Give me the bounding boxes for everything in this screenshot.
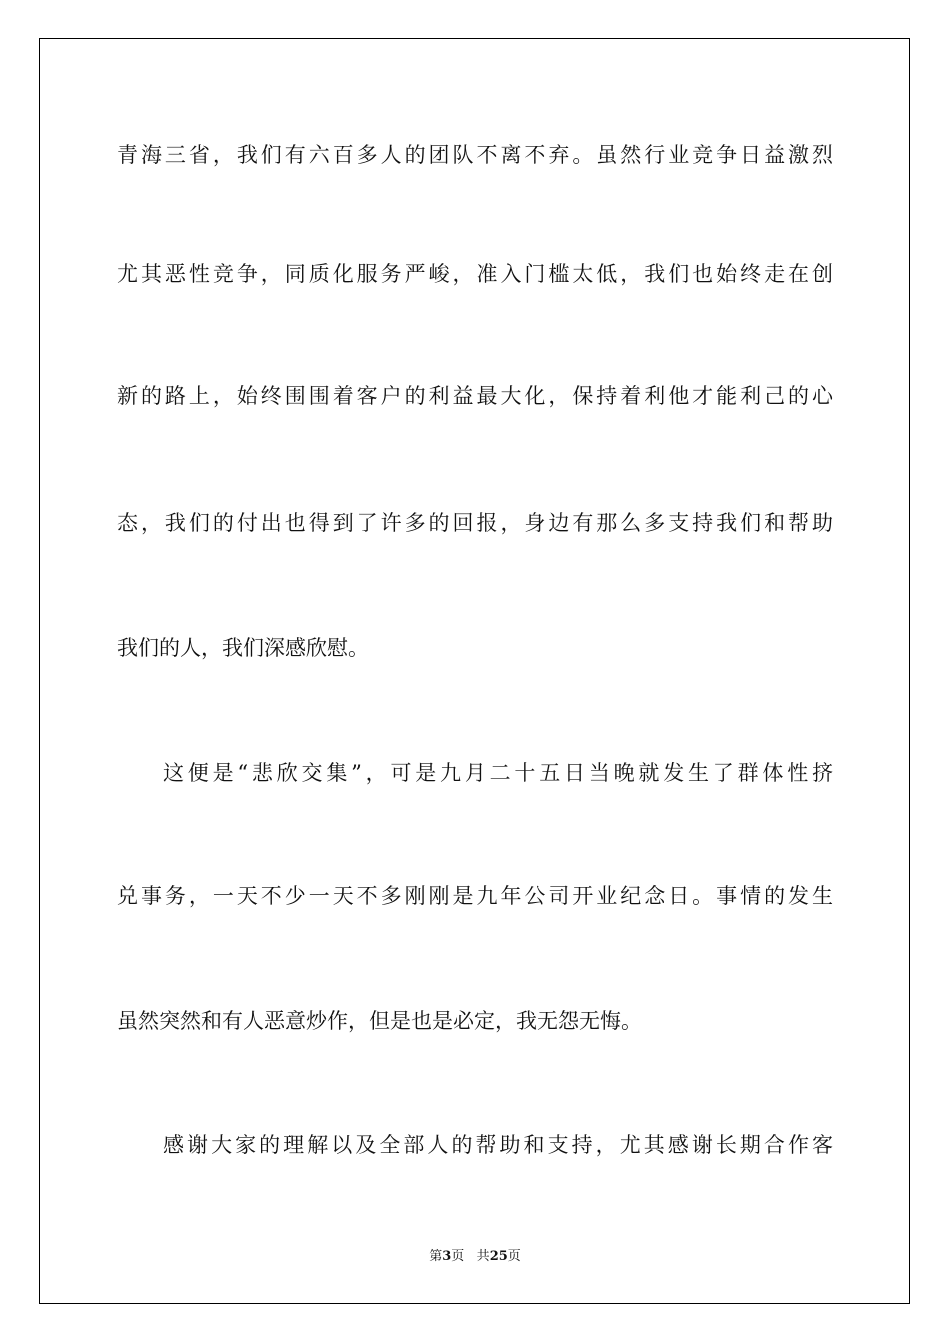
text-line-3: 新的路上，始终围围着客户的利益最大化，保持着利他才能利己的心 [117,384,833,408]
page-suffix: 页 [451,1249,465,1264]
text-line-7: 兑事务，一天不少一天不多刚刚是九年公司开业纪念日。事情的发生 [117,884,833,908]
text-line-8: 虽然突然和有人恶意炒作，但是也是必定，我无怨无悔。 [117,1009,642,1033]
text-line-2: 尤其恶性竞争，同质化服务严峻，准入门槛太低，我们也始终走在创 [117,262,833,286]
total-pages: 25 [489,1249,508,1264]
text-line-1: 青海三省，我们有六百多人的团队不离不弃。虽然行业竞争日益激烈 [117,143,833,167]
text-line-5: 我们的人，我们深感欣慰。 [117,636,369,660]
page-border [39,38,910,1304]
total-prefix: 共 [476,1249,490,1264]
total-suffix: 页 [507,1249,521,1264]
page-number: 3 [442,1249,452,1264]
text-line-4: 态，我们的付出也得到了许多的回报，身边有那么多支持我们和帮助 [117,511,833,535]
text-line-6: 这便是“悲欣交集”，可是九月二十五日当晚就发生了群体性挤 [163,761,833,785]
page-prefix: 第 [429,1249,443,1264]
page-footer [0,1248,950,1266]
text-line-9: 感谢大家的理解以及全部人的帮助和支持，尤其感谢长期合作客 [163,1133,833,1157]
